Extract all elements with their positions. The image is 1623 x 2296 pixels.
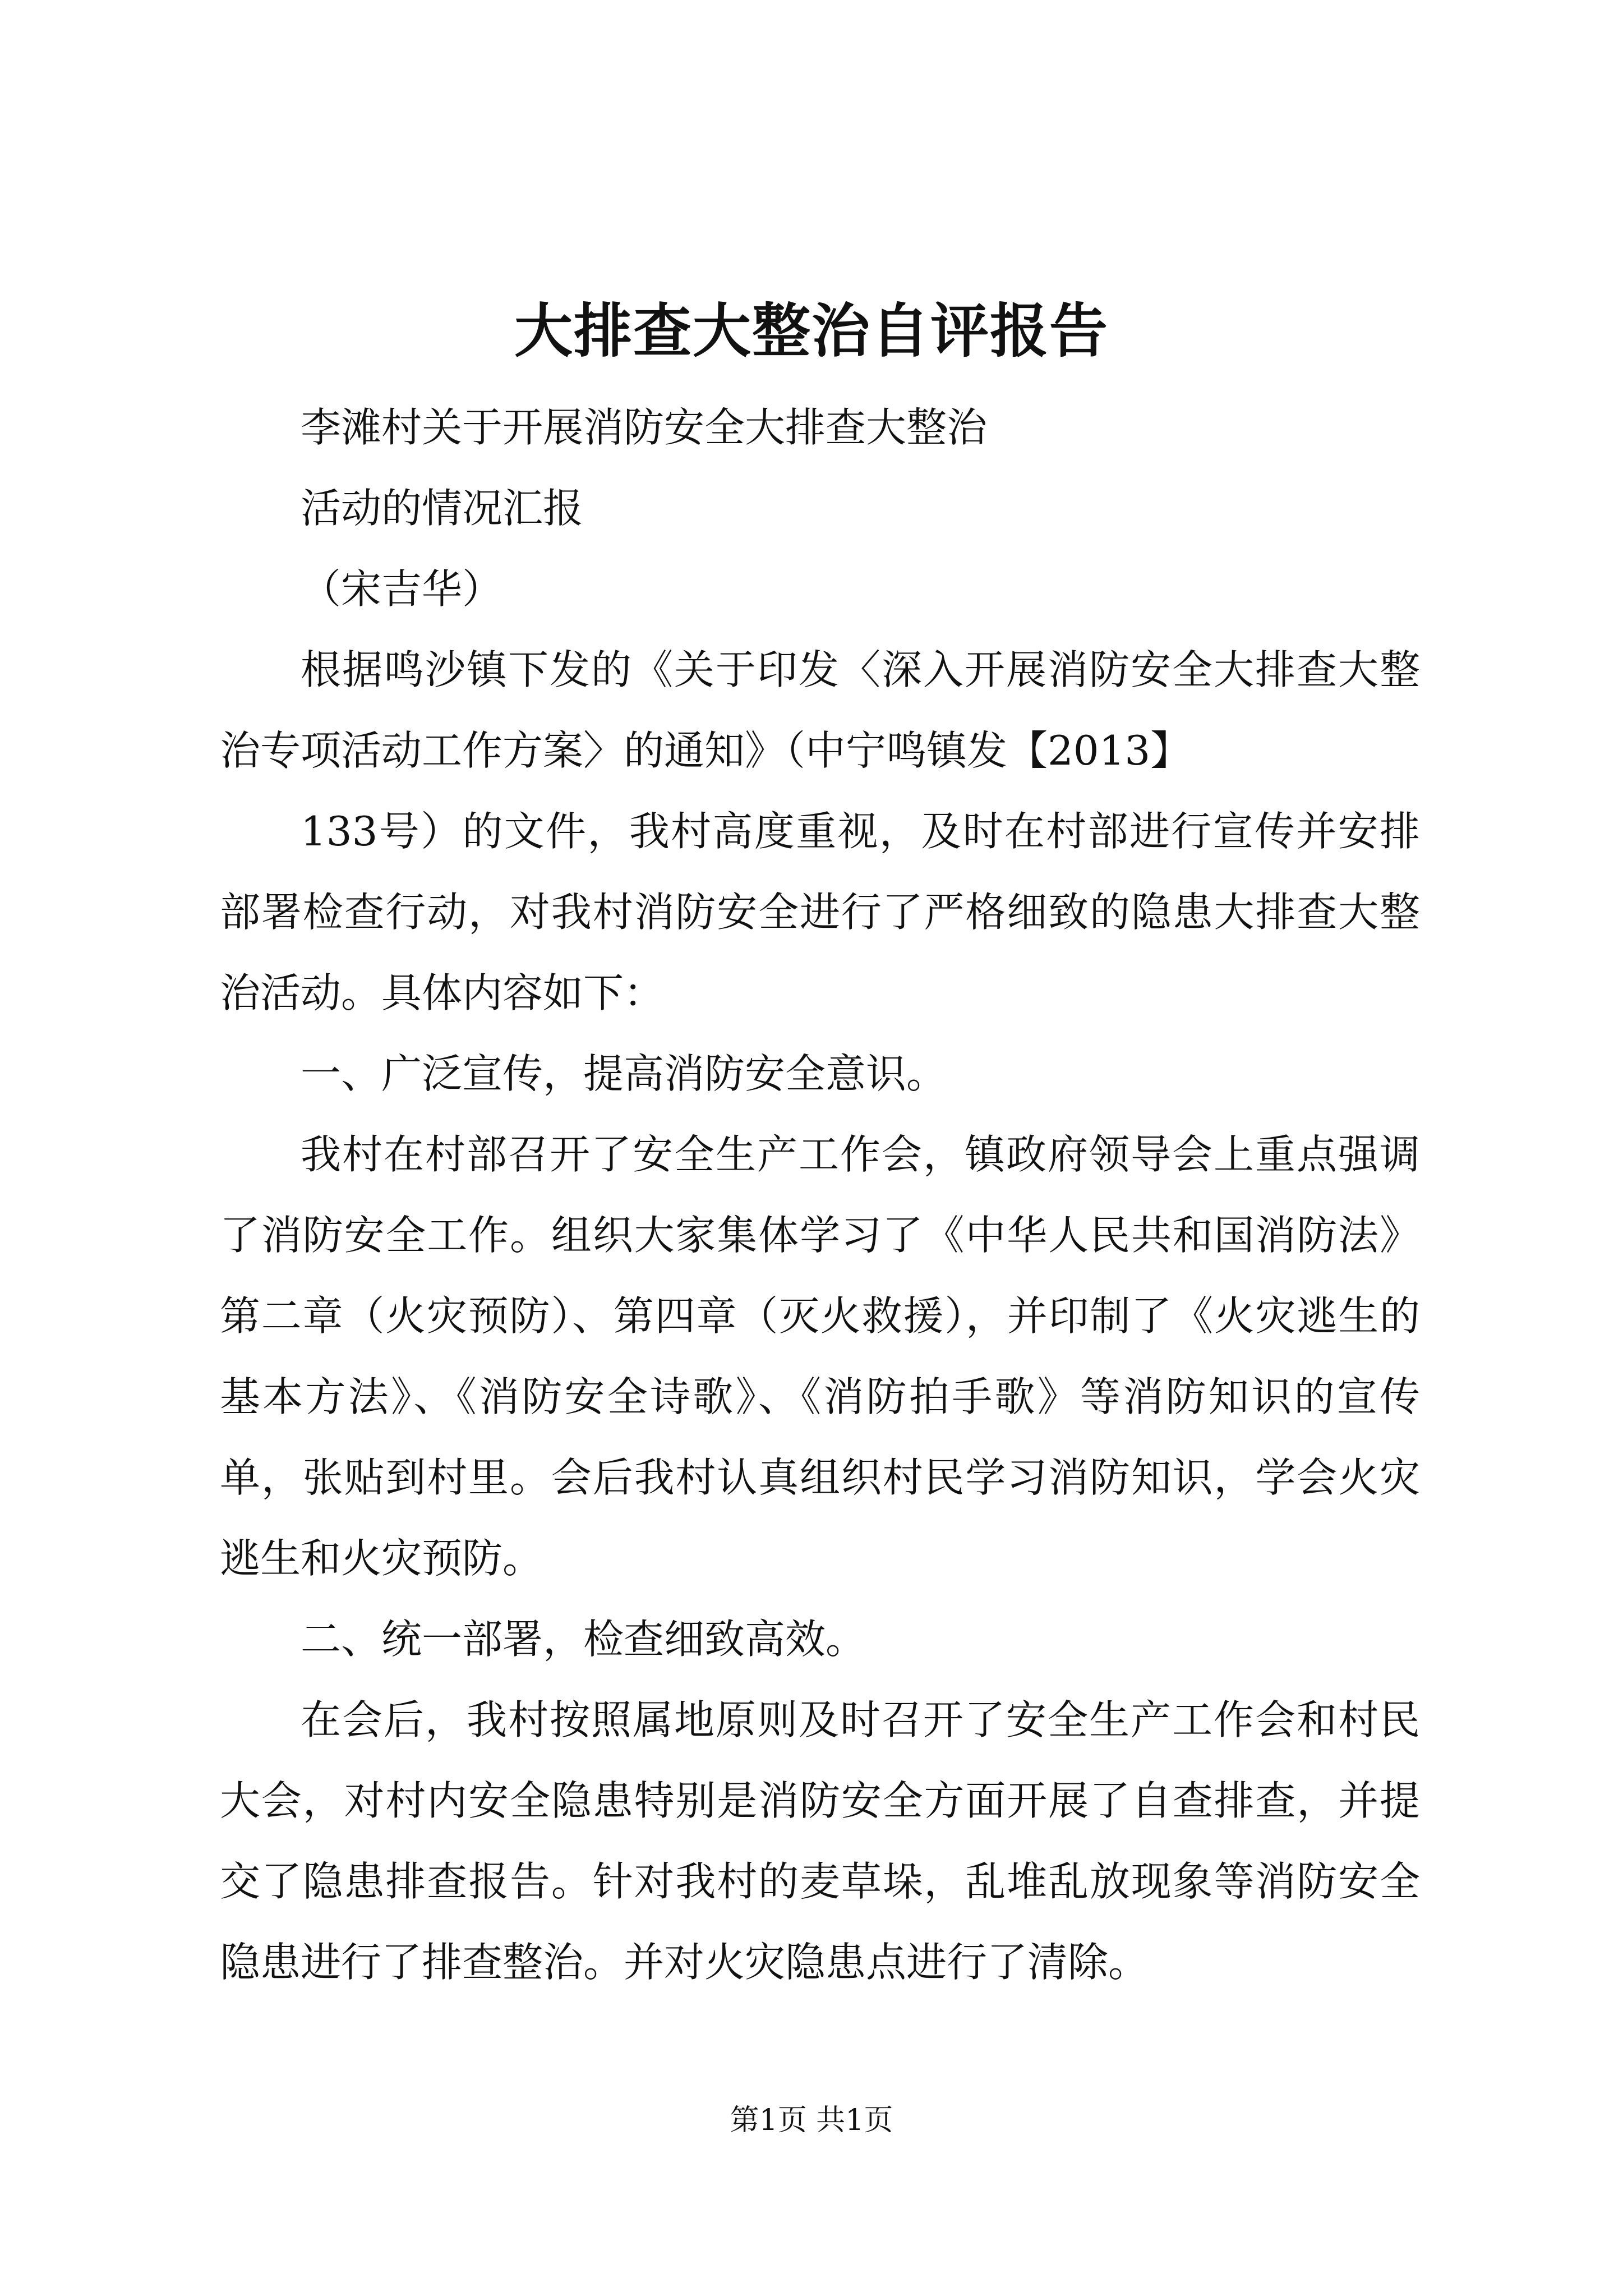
- document-body: [220, 387, 1420, 2003]
- paragraph-heading-line-2: 活动的情况汇报: [301, 485, 584, 532]
- document-title: 大排查大整治自评报告: [514, 296, 1109, 365]
- paragraph-intro: 根据鸣沙镇下发的《关于印发〈深入开展消防安全大排查大整治专项活动工作方案〉的通知》（中宁鸣镇发【2013】: [220, 646, 1420, 774]
- paragraph-section-2: 在会后，我村按照属地原则及时召开了安全生产工作会和村民大会，对村内安全隐患特别是消防安全方面开展了自查排查，并提交了隐患排查报告。针对我村的麦草垛，乱堆乱放现象等消防安全隐患进行了排查整治。并对火灾隐患点进行了清除。: [220, 1696, 1420, 1986]
- paragraph-heading-line-1: 李滩村关于开展消防安全大排查大整治: [301, 404, 988, 451]
- paragraph-author: （宋吉华）: [301, 565, 503, 613]
- paragraph-intro-continued: 133号）的文件，我村高度重视，及时在村部进行宣传并安排部署检查行动，对我村消防安全进行了严格细致的隐患大排查大整治活动。具体内容如下：: [220, 808, 1420, 1016]
- page-footer: 第1页 共1页: [730, 2104, 893, 2137]
- section-heading-1: 一、广泛宣传，提高消防安全意识。: [301, 1050, 947, 1097]
- section-heading-2: 二、统一部署，检查细致高效。: [301, 1616, 866, 1663]
- paragraph-section-1: 我村在村部召开了安全生产工作会，镇政府领导会上重点强调了消防安全工作。组织大家集体学习了《中华人民共和国消防法》第二章（火灾预防）、第四章（灭火救援），并印制了《火灾逃生的基本方法》、《消防安全诗歌》、《消防拍手歌》等消防知识的宣传单，张贴到村里。会后我村认真组织村民学习消防知识，学会火灾逃生和火灾预防。: [220, 1131, 1420, 1582]
